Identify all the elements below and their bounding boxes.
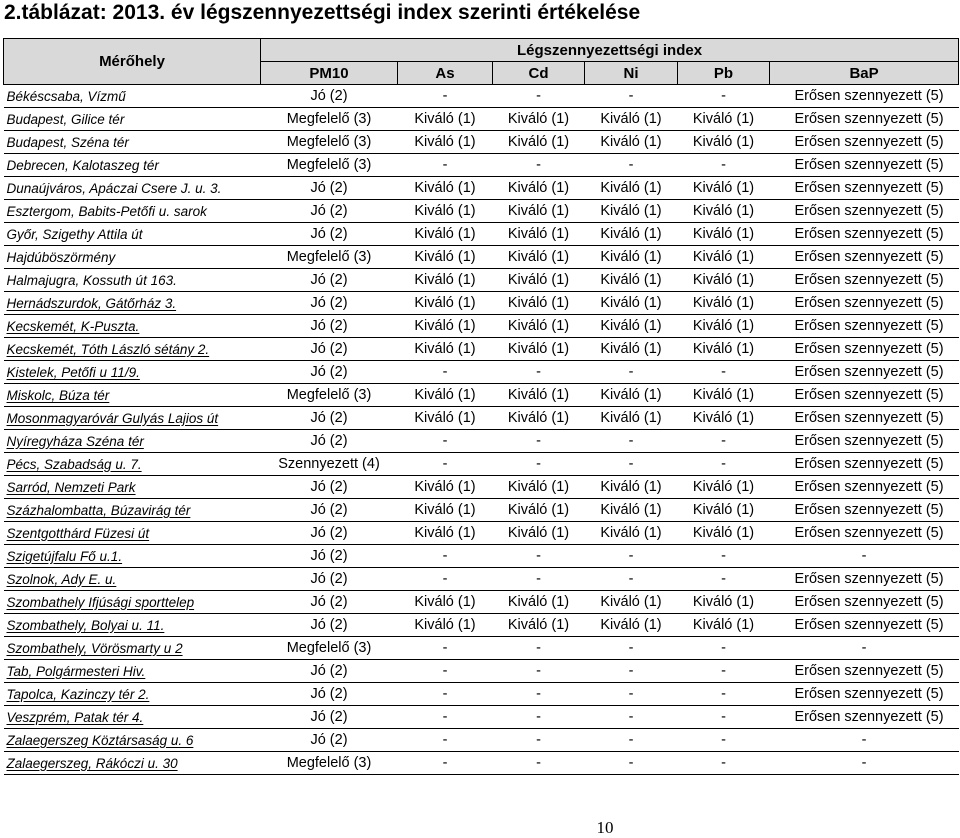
bap-cell: Erősen szennyezett (5) xyxy=(770,315,959,338)
bap-cell: Erősen szennyezett (5) xyxy=(770,522,959,545)
pm10-cell: Jó (2) xyxy=(261,683,398,706)
table-row xyxy=(4,108,959,131)
table-row xyxy=(4,338,959,361)
pm10-cell: Jó (2) xyxy=(261,545,398,568)
table-row xyxy=(4,706,959,729)
pb-cell: - xyxy=(678,706,770,729)
ni-cell: Kiváló (1) xyxy=(585,108,678,131)
cd-cell: Kiváló (1) xyxy=(493,292,585,315)
station-name-cell: Sarród, Nemzeti Park xyxy=(4,476,261,499)
col-header-pm10: PM10 xyxy=(261,62,398,85)
pb-cell: - xyxy=(678,729,770,752)
ni-cell: Kiváló (1) xyxy=(585,384,678,407)
ni-cell: - xyxy=(585,752,678,775)
table-header xyxy=(4,39,959,85)
table-row xyxy=(4,85,959,108)
station-name-cell: Kecskemét, Tóth László sétány 2. xyxy=(4,338,261,361)
pm10-cell: Megfelelő (3) xyxy=(261,384,398,407)
page-title: 2.táblázat: 2013. év légszennyezettségi index szerinti értékelése xyxy=(4,1,641,24)
station-name-cell: Tab, Polgármesteri Hiv. xyxy=(4,660,261,683)
pb-cell: - xyxy=(678,660,770,683)
table-row xyxy=(4,223,959,246)
station-name-cell: Szombathely, Vörösmarty u 2 xyxy=(4,637,261,660)
station-name-cell: Békéscsaba, Vízmű xyxy=(4,85,261,108)
station-header: Mérőhely xyxy=(4,39,261,85)
station-name-cell: Halmajugra, Kossuth út 163. xyxy=(4,269,261,292)
table-row xyxy=(4,545,959,568)
pm10-cell: Jó (2) xyxy=(261,614,398,637)
ni-cell: - xyxy=(585,706,678,729)
ni-cell: Kiváló (1) xyxy=(585,246,678,269)
cd-cell: - xyxy=(493,154,585,177)
cd-cell: Kiváló (1) xyxy=(493,108,585,131)
pm10-cell: Megfelelő (3) xyxy=(261,108,398,131)
ni-cell: - xyxy=(585,660,678,683)
cd-cell: Kiváló (1) xyxy=(493,177,585,200)
cd-cell: Kiváló (1) xyxy=(493,315,585,338)
station-name-cell: Veszprém, Patak tér 4. xyxy=(4,706,261,729)
ni-cell: - xyxy=(585,568,678,591)
station-name-cell: Szolnok, Ady E. u. xyxy=(4,568,261,591)
bap-cell: Erősen szennyezett (5) xyxy=(770,246,959,269)
cd-cell: Kiváló (1) xyxy=(493,522,585,545)
bap-cell: - xyxy=(770,637,959,660)
pm10-cell: Jó (2) xyxy=(261,430,398,453)
ni-cell: Kiváló (1) xyxy=(585,131,678,154)
pb-cell: Kiváló (1) xyxy=(678,614,770,637)
ni-cell: Kiváló (1) xyxy=(585,407,678,430)
station-name-cell: Zalaegerszeg, Rákóczi u. 30 xyxy=(4,752,261,775)
ni-cell: Kiváló (1) xyxy=(585,591,678,614)
cd-cell: Kiváló (1) xyxy=(493,407,585,430)
col-header-ni: Ni xyxy=(585,62,678,85)
pm10-cell: Jó (2) xyxy=(261,499,398,522)
table-row xyxy=(4,200,959,223)
pb-cell: Kiváló (1) xyxy=(678,522,770,545)
pm10-cell: Megfelelő (3) xyxy=(261,637,398,660)
ni-cell: Kiváló (1) xyxy=(585,338,678,361)
as-cell: Kiváló (1) xyxy=(398,177,493,200)
bap-cell: Erősen szennyezett (5) xyxy=(770,292,959,315)
as-cell: Kiváló (1) xyxy=(398,223,493,246)
table-row xyxy=(4,453,959,476)
bap-cell: Erősen szennyezett (5) xyxy=(770,154,959,177)
cd-cell: Kiváló (1) xyxy=(493,476,585,499)
as-cell: Kiváló (1) xyxy=(398,407,493,430)
as-cell: - xyxy=(398,660,493,683)
ni-cell: - xyxy=(585,453,678,476)
ni-cell: - xyxy=(585,154,678,177)
pm10-cell: Jó (2) xyxy=(261,660,398,683)
pm10-cell: Megfelelő (3) xyxy=(261,154,398,177)
station-name-cell: Miskolc, Búza tér xyxy=(4,384,261,407)
bap-cell: Erősen szennyezett (5) xyxy=(770,430,959,453)
table-row xyxy=(4,131,959,154)
as-cell: Kiváló (1) xyxy=(398,246,493,269)
pb-cell: Kiváló (1) xyxy=(678,476,770,499)
as-cell: Kiváló (1) xyxy=(398,614,493,637)
table-row xyxy=(4,292,959,315)
bap-cell: Erősen szennyezett (5) xyxy=(770,660,959,683)
pm10-cell: Megfelelő (3) xyxy=(261,131,398,154)
table-row xyxy=(4,752,959,775)
table-row xyxy=(4,315,959,338)
cd-cell: - xyxy=(493,568,585,591)
pm10-cell: Jó (2) xyxy=(261,223,398,246)
pm10-cell: Jó (2) xyxy=(261,292,398,315)
cd-cell: Kiváló (1) xyxy=(493,614,585,637)
pb-cell: Kiváló (1) xyxy=(678,292,770,315)
as-cell: Kiváló (1) xyxy=(398,131,493,154)
pm10-cell: Jó (2) xyxy=(261,407,398,430)
pb-cell: Kiváló (1) xyxy=(678,246,770,269)
pb-cell: Kiváló (1) xyxy=(678,591,770,614)
bap-cell: Erősen szennyezett (5) xyxy=(770,131,959,154)
cd-cell: - xyxy=(493,430,585,453)
page-number: 10 xyxy=(596,818,614,837)
station-name-cell: Szigetújfalu Fő u.1. xyxy=(4,545,261,568)
station-name-cell: Tapolca, Kazinczy tér 2. xyxy=(4,683,261,706)
table-row xyxy=(4,660,959,683)
ni-cell: - xyxy=(585,729,678,752)
station-name-cell: Mosonmagyaróvár Gulyás Lajios út xyxy=(4,407,261,430)
station-name-cell: Szentgotthárd Füzesi út xyxy=(4,522,261,545)
pb-cell: Kiváló (1) xyxy=(678,108,770,131)
cd-cell: - xyxy=(493,453,585,476)
index-group-header: Légszennyezettségi index xyxy=(261,39,959,62)
station-name-cell: Százhalombatta, Búzavirág tér xyxy=(4,499,261,522)
bap-cell: Erősen szennyezett (5) xyxy=(770,85,959,108)
station-name-cell: Budapest, Széna tér xyxy=(4,131,261,154)
pb-cell: - xyxy=(678,85,770,108)
bap-cell: Erősen szennyezett (5) xyxy=(770,269,959,292)
bap-cell: Erősen szennyezett (5) xyxy=(770,361,959,384)
pb-cell: Kiváló (1) xyxy=(678,315,770,338)
cd-cell: Kiváló (1) xyxy=(493,499,585,522)
pb-cell: Kiváló (1) xyxy=(678,177,770,200)
pm10-cell: Jó (2) xyxy=(261,706,398,729)
pb-cell: Kiváló (1) xyxy=(678,269,770,292)
ni-cell: - xyxy=(585,430,678,453)
ni-cell: Kiváló (1) xyxy=(585,269,678,292)
cd-cell: - xyxy=(493,660,585,683)
bap-cell: Erősen szennyezett (5) xyxy=(770,223,959,246)
cd-cell: Kiváló (1) xyxy=(493,338,585,361)
as-cell: - xyxy=(398,154,493,177)
pm10-cell: Jó (2) xyxy=(261,361,398,384)
table-row xyxy=(4,384,959,407)
pm10-cell: Jó (2) xyxy=(261,85,398,108)
pm10-cell: Jó (2) xyxy=(261,729,398,752)
col-header-as: As xyxy=(398,62,493,85)
ni-cell: Kiváló (1) xyxy=(585,614,678,637)
pb-cell: - xyxy=(678,637,770,660)
bap-cell: Erősen szennyezett (5) xyxy=(770,568,959,591)
station-name-cell: Hernádszurdok, Gátőrház 3. xyxy=(4,292,261,315)
pb-cell: Kiváló (1) xyxy=(678,223,770,246)
table-row xyxy=(4,154,959,177)
bap-cell: Erősen szennyezett (5) xyxy=(770,476,959,499)
pb-cell: - xyxy=(678,568,770,591)
cd-cell: - xyxy=(493,752,585,775)
pb-cell: - xyxy=(678,361,770,384)
ni-cell: - xyxy=(585,361,678,384)
pm10-cell: Jó (2) xyxy=(261,591,398,614)
cd-cell: Kiváló (1) xyxy=(493,384,585,407)
as-cell: - xyxy=(398,706,493,729)
bap-cell: Erősen szennyezett (5) xyxy=(770,591,959,614)
pm10-cell: Megfelelő (3) xyxy=(261,246,398,269)
cd-cell: Kiváló (1) xyxy=(493,131,585,154)
station-name-cell: Szombathely Ifjúsági sporttelep xyxy=(4,591,261,614)
pb-cell: Kiváló (1) xyxy=(678,384,770,407)
table-row xyxy=(4,568,959,591)
pb-cell: - xyxy=(678,752,770,775)
col-header-pb: Pb xyxy=(678,62,770,85)
pm10-cell: Megfelelő (3) xyxy=(261,752,398,775)
as-cell: Kiváló (1) xyxy=(398,476,493,499)
ni-cell: - xyxy=(585,683,678,706)
ni-cell: Kiváló (1) xyxy=(585,223,678,246)
table-row xyxy=(4,269,959,292)
cd-cell: Kiváló (1) xyxy=(493,591,585,614)
as-cell: - xyxy=(398,568,493,591)
pb-cell: Kiváló (1) xyxy=(678,131,770,154)
bap-cell: Erősen szennyezett (5) xyxy=(770,338,959,361)
as-cell: Kiváló (1) xyxy=(398,108,493,131)
as-cell: Kiváló (1) xyxy=(398,522,493,545)
cd-cell: - xyxy=(493,637,585,660)
as-cell: Kiváló (1) xyxy=(398,200,493,223)
table-row xyxy=(4,361,959,384)
pb-cell: Kiváló (1) xyxy=(678,338,770,361)
as-cell: Kiváló (1) xyxy=(398,499,493,522)
bap-cell: Erősen szennyezett (5) xyxy=(770,683,959,706)
table-row xyxy=(4,499,959,522)
col-header-cd: Cd xyxy=(493,62,585,85)
station-name-cell: Zalaegerszeg Köztársaság u. 6 xyxy=(4,729,261,752)
station-name-cell: Kecskemét, K-Puszta. xyxy=(4,315,261,338)
bap-cell: Erősen szennyezett (5) xyxy=(770,614,959,637)
pb-cell: - xyxy=(678,545,770,568)
table-row xyxy=(4,522,959,545)
cd-cell: - xyxy=(493,683,585,706)
station-name-cell: Esztergom, Babits-Petőfi u. sarok xyxy=(4,200,261,223)
bap-cell: Erősen szennyezett (5) xyxy=(770,384,959,407)
ni-cell: Kiváló (1) xyxy=(585,177,678,200)
cd-cell: Kiváló (1) xyxy=(493,200,585,223)
bap-cell: Erősen szennyezett (5) xyxy=(770,706,959,729)
cd-cell: Kiváló (1) xyxy=(493,223,585,246)
table-row xyxy=(4,591,959,614)
pm10-cell: Jó (2) xyxy=(261,568,398,591)
col-header-bap: BaP xyxy=(770,62,959,85)
ni-cell: - xyxy=(585,637,678,660)
ni-cell: Kiváló (1) xyxy=(585,522,678,545)
as-cell: - xyxy=(398,430,493,453)
as-cell: - xyxy=(398,729,493,752)
ni-cell: - xyxy=(585,545,678,568)
bap-cell: - xyxy=(770,545,959,568)
bap-cell: Erősen szennyezett (5) xyxy=(770,453,959,476)
station-name-cell: Budapest, Gilice tér xyxy=(4,108,261,131)
as-cell: - xyxy=(398,683,493,706)
table-row xyxy=(4,476,959,499)
pm10-cell: Jó (2) xyxy=(261,177,398,200)
as-cell: Kiváló (1) xyxy=(398,384,493,407)
cd-cell: Kiváló (1) xyxy=(493,246,585,269)
table-body xyxy=(4,85,959,775)
station-name-cell: Kistelek, Petőfi u 11/9. xyxy=(4,361,261,384)
ni-cell: - xyxy=(585,85,678,108)
as-cell: Kiváló (1) xyxy=(398,338,493,361)
bap-cell: Erősen szennyezett (5) xyxy=(770,499,959,522)
as-cell: - xyxy=(398,453,493,476)
station-name-cell: Debrecen, Kalotaszeg tér xyxy=(4,154,261,177)
table-row xyxy=(4,683,959,706)
table-row xyxy=(4,430,959,453)
station-name-cell: Hajdúböszörmény xyxy=(4,246,261,269)
table-row xyxy=(4,407,959,430)
as-cell: - xyxy=(398,637,493,660)
ni-cell: Kiváló (1) xyxy=(585,200,678,223)
ni-cell: Kiváló (1) xyxy=(585,315,678,338)
as-cell: - xyxy=(398,361,493,384)
pm10-cell: Szennyezett (4) xyxy=(261,453,398,476)
pm10-cell: Jó (2) xyxy=(261,476,398,499)
station-name-cell: Dunaújváros, Apáczai Csere J. u. 3. xyxy=(4,177,261,200)
cd-cell: Kiváló (1) xyxy=(493,269,585,292)
pb-cell: - xyxy=(678,453,770,476)
as-cell: - xyxy=(398,752,493,775)
bap-cell: Erősen szennyezett (5) xyxy=(770,407,959,430)
as-cell: - xyxy=(398,545,493,568)
table-row xyxy=(4,637,959,660)
air-quality-table xyxy=(3,38,959,775)
station-name-cell: Pécs, Szabadság u. 7. xyxy=(4,453,261,476)
cd-cell: - xyxy=(493,706,585,729)
pm10-cell: Jó (2) xyxy=(261,522,398,545)
pb-cell: - xyxy=(678,430,770,453)
station-name-cell: Szombathely, Bolyai u. 11. xyxy=(4,614,261,637)
cd-cell: - xyxy=(493,361,585,384)
as-cell: Kiváló (1) xyxy=(398,269,493,292)
pb-cell: Kiváló (1) xyxy=(678,499,770,522)
table-row xyxy=(4,246,959,269)
cd-cell: - xyxy=(493,85,585,108)
cd-cell: - xyxy=(493,545,585,568)
bap-cell: Erősen szennyezett (5) xyxy=(770,108,959,131)
table-row xyxy=(4,614,959,637)
bap-cell: Erősen szennyezett (5) xyxy=(770,177,959,200)
bap-cell: - xyxy=(770,752,959,775)
pm10-cell: Jó (2) xyxy=(261,269,398,292)
station-name-cell: Nyíregyháza Széna tér xyxy=(4,430,261,453)
cd-cell: - xyxy=(493,729,585,752)
pb-cell: Kiváló (1) xyxy=(678,200,770,223)
pm10-cell: Jó (2) xyxy=(261,200,398,223)
ni-cell: Kiváló (1) xyxy=(585,292,678,315)
as-cell: - xyxy=(398,85,493,108)
bap-cell: Erősen szennyezett (5) xyxy=(770,200,959,223)
ni-cell: Kiváló (1) xyxy=(585,476,678,499)
as-cell: Kiváló (1) xyxy=(398,315,493,338)
pm10-cell: Jó (2) xyxy=(261,315,398,338)
pb-cell: Kiváló (1) xyxy=(678,407,770,430)
pm10-cell: Jó (2) xyxy=(261,338,398,361)
table-row xyxy=(4,729,959,752)
as-cell: Kiváló (1) xyxy=(398,591,493,614)
pb-cell: - xyxy=(678,154,770,177)
ni-cell: Kiváló (1) xyxy=(585,499,678,522)
station-name-cell: Győr, Szigethy Attila út xyxy=(4,223,261,246)
pb-cell: - xyxy=(678,683,770,706)
as-cell: Kiváló (1) xyxy=(398,292,493,315)
bap-cell: - xyxy=(770,729,959,752)
table-row xyxy=(4,177,959,200)
